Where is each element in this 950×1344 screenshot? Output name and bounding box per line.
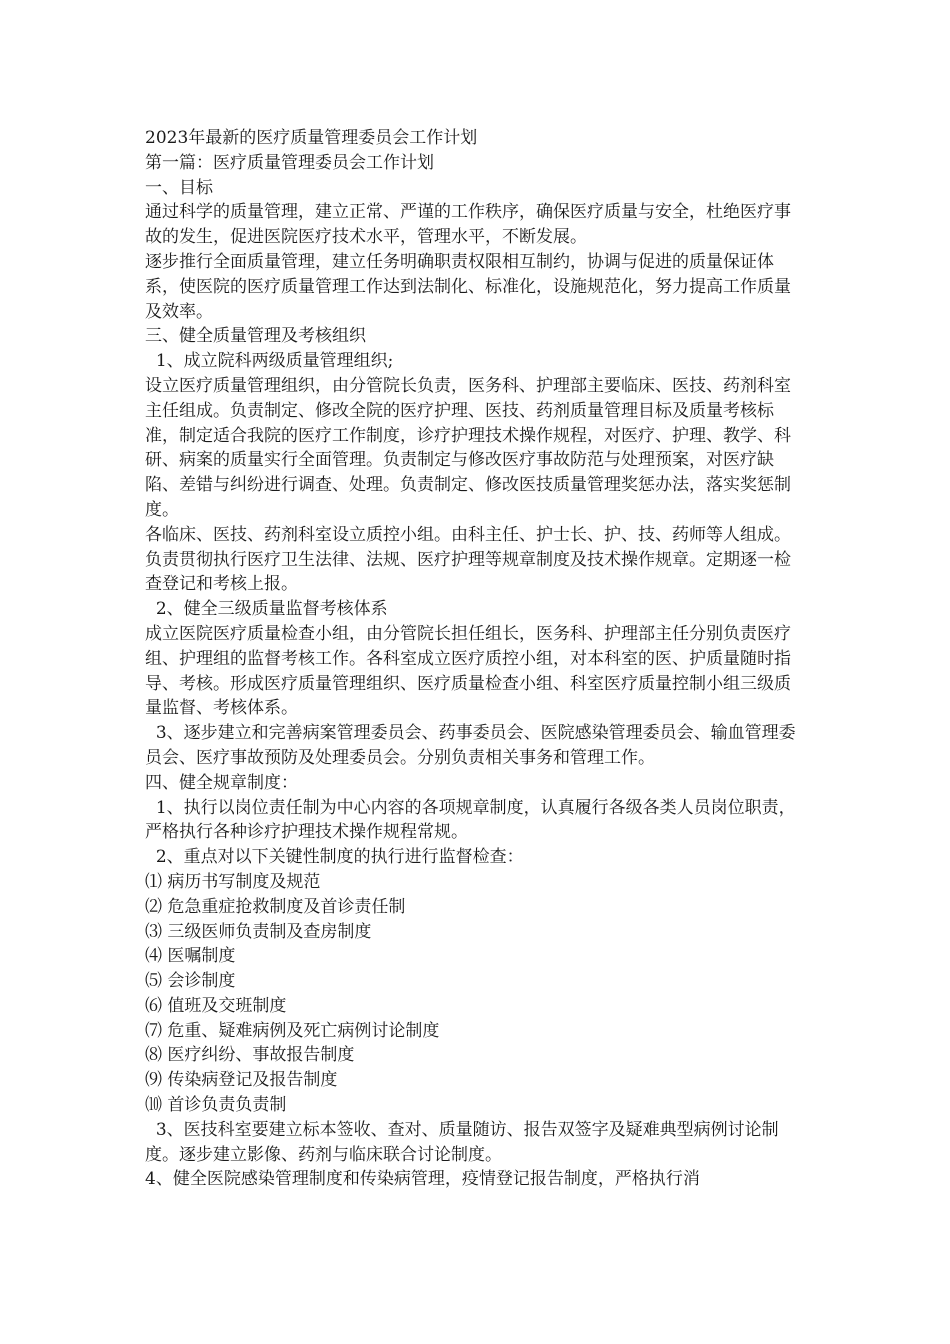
list-item: ⑹ 值班及交班制度 (145, 995, 287, 1016)
paragraph: 成立医院医疗质量检查小组，由分管院长担任组长，医务科、护理部主任分别负责医疗组、护理组的监督考核工作。各科室成立医疗质控小组，对本科室的医、护质量随时指导、考核。形成医疗质量管理组织、医疗质量检查小组、科室医疗质量控制小组三级质量监督、考核体系。 (145, 623, 791, 719)
subsection-heading: 1、成立院科两级质量管理组织; (145, 351, 394, 372)
list-item: ⑼ 传染病登记及报告制度 (145, 1070, 338, 1091)
section-heading: 四、健全规章制度： (145, 772, 298, 793)
paragraph: 2、重点对以下关键性制度的执行进行监督检查： (145, 847, 524, 868)
list-item: ⑺ 危重、疑难病例及死亡病例讨论制度 (145, 1020, 440, 1041)
paragraph: 3、医技科室要建立标本签收、查对、质量随访、报告双签字及疑难典型病例讨论制度。逐步建立影像、药剂与临床联合讨论制度。 (145, 1119, 779, 1165)
section-heading: 一、目标 (145, 177, 213, 198)
paragraph: 设立医疗质量管理组织，由分管院长负责，医务科、护理部主要临床、医技、药剂科室主任组成。负责制定、修改全院的医疗护理、医技、药剂质量管理目标及质量考核标准，制定适合我院的医疗工作制度，诊疗护理技术操作规程，对医疗、护理、教学、科研、病案的质量实行全面管理。负责制定与修改医疗事故防范与处理预案，对医疗缺陷、差错与纠纷进行调查、处理。负责制定、修改医技质量管理奖惩办法，落实奖惩制度。 (145, 375, 791, 520)
paragraph: 逐步推行全面质量管理，建立任务明确职责权限相互制约，协调与促进的质量保证体系，使医院的医疗质量管理工作达到法制化、标准化，设施规范化，努力提高工作质量及效率。 (145, 251, 791, 322)
list-item: ⑸ 会诊制度 (145, 971, 236, 992)
paragraph: 通过科学的质量管理，建立正常、严谨的工作秩序，确保医疗质量与安全，杜绝医疗事故的发生，促进医院医疗技术水平，管理水平，不断发展。 (145, 202, 791, 248)
paragraph: 1、执行以岗位责任制为中心内容的各项规章制度，认真履行各级各类人员岗位职责，严格执行各种诊疗护理技术操作规程常规。 (145, 797, 796, 843)
list-item: ⑷ 医嘱制度 (145, 946, 236, 967)
document-title: 2023年最新的医疗质量管理委员会工作计划 (145, 128, 478, 148)
paragraph: 3、逐步建立和完善病案管理委员会、药事委员会、医院感染管理委员会、输血管理委员会、医疗事故预防及处理委员会。分别负责相关事务和管理工作。 (145, 723, 796, 768)
document-body (145, 126, 805, 1192)
list-item: ⑵ 危急重症抢救制度及首诊责任制 (145, 896, 406, 917)
section-heading: 三、健全质量管理及考核组织 (145, 326, 366, 347)
subsection-heading: 2、健全三级质量监督考核体系 (145, 599, 388, 620)
list-item: ⑴ 病历书写制度及规范 (145, 871, 321, 892)
list-item: ⑶ 三级医师负责制及查房制度 (145, 921, 372, 942)
list-item: ⑻ 医疗纠纷、事故报告制度 (145, 1045, 355, 1066)
list-item: ⑽ 首诊负责负责制 (145, 1095, 287, 1116)
paragraph: 各临床、医技、药剂科室设立质控小组。由科主任、护士长、护、技、药师等人组成。负责贯彻执行医疗卫生法律、法规、医疗护理等规章制度及技术操作规章。定期逐一检查登记和考核上报。 (145, 524, 791, 595)
paragraph: 4、健全医院感染管理制度和传染病管理，疫情登记报告制度，严格执行消 (145, 1169, 700, 1190)
section-heading: 第一篇：医疗质量管理委员会工作计划 (145, 152, 434, 173)
